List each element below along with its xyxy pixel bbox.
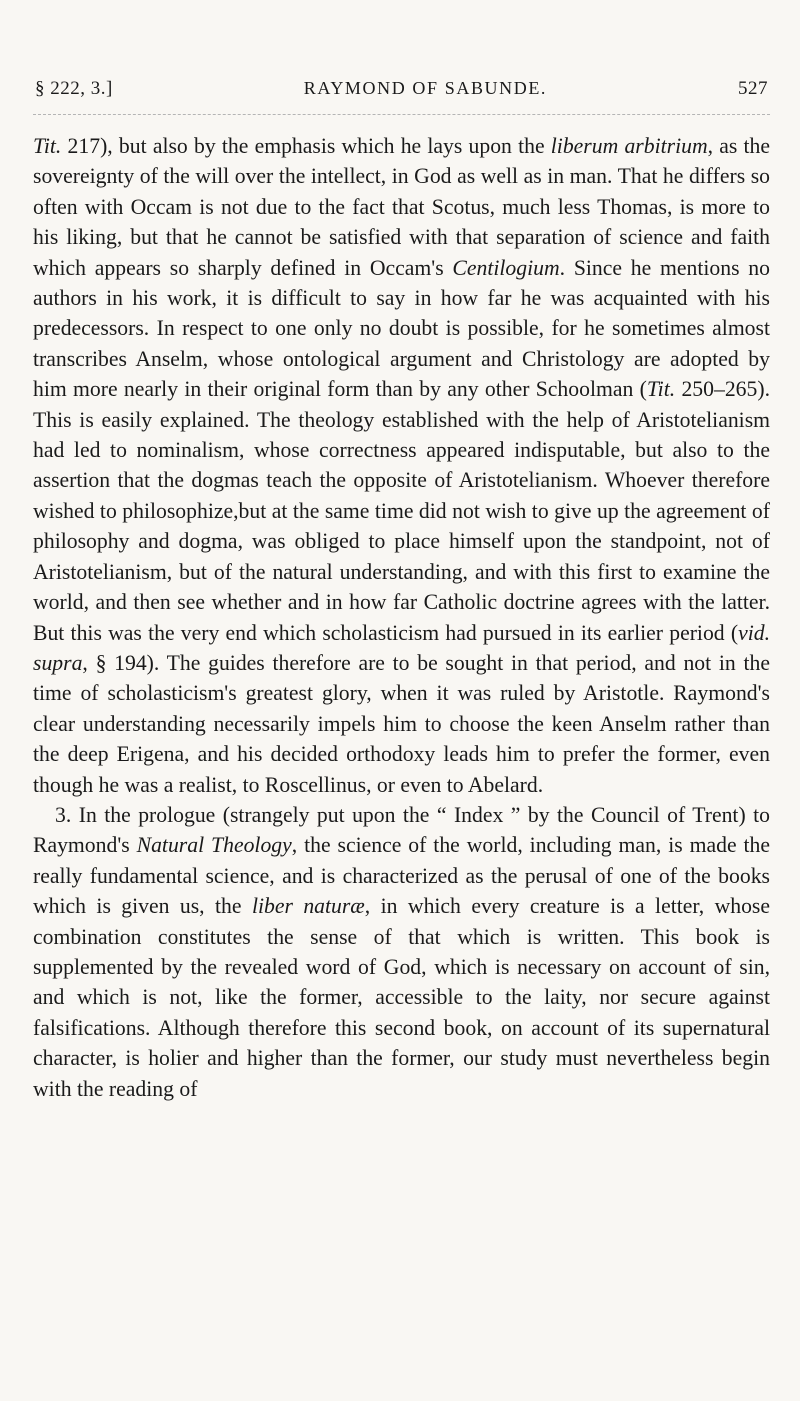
italic-text: liberum arbitrium — [550, 134, 708, 158]
text-run: , in which every creature is a letter, whose combination constitutes the sense of that which is written. This book is supplemented by the revealed word of God, which is necessary on account of sin, and which is not, like the former, accessible to the laity, nor secure against falsifications. Although therefore this second book, on account of its supernatural character, is holier and higher than the former, our study must nevertheless begin with the reading of — [33, 894, 770, 1101]
paragraph-section-3 — [33, 800, 770, 1104]
italic-text: vid. supra — [33, 620, 770, 675]
text-run: . Since he mentions no authors in his work, it is difficult to say in how far he was acquainted with his predecessors. In respect to one only no doubt is possible, for he sometimes almost transcribes Anselm, whose ontological argument and Christology are adopted by him more nearly in their original form than by any other Schoolman ( — [33, 255, 770, 402]
italic-text: Tit. — [646, 377, 676, 402]
italic-text: Centilogium — [452, 255, 560, 280]
header-rule — [33, 114, 770, 115]
paragraph-continuation — [33, 131, 770, 800]
body-text — [33, 131, 770, 1104]
text-run: 250–265). This is easily explained. The theology established with the help of Aristotelianism had led to nominalism, whose correctness appeared indisputable, but also to the assertion that the dogmas teach the opposite of Aristotelianism. Whoever therefore wished to philosophize,but at the same time did not wish to give up the agreement of philosophy and dogma, was obliged to place himself upon the standpoint, not of Aristotelianism, but of the natural understanding, and with this first to examine the world, and then see whether and in how far Catholic doctrine agrees with the latter. But this was the very end which scholasticism had pursued in its earlier period ( — [33, 377, 770, 645]
book-page — [33, 78, 770, 1104]
italic-text: Natural Theology — [136, 833, 292, 858]
text-run: 217), but also by the emphasis which he lays upon the — [61, 134, 551, 158]
text-run: , the science of the world, including man, is made the really fundamental science, and is characterized as the perusal of one of the books which is given us, the — [33, 833, 771, 919]
text-run: , § 194). The guides therefore are to be sought in that period, and not in the time of scholasticism's greatest glory, when it was ruled by Aristotle. Raymond's clear understanding necessarily impels him to choose the keen Anselm rather than the deep Erigena, and his decided orthodoxy leads him to prefer the former, even though he was a realist, to Roscellinus, or even to Abelard. — [33, 650, 770, 797]
section-reference: § 222, 3.] — [35, 78, 113, 99]
page-number: 527 — [737, 78, 768, 99]
italic-text: Tit. — [33, 134, 62, 158]
italic-text: liber naturæ — [251, 894, 365, 919]
text-run: 3. In the prologue (strangely put upon the “ Index ” by the Council of Trent) to Raymond's — [33, 802, 770, 858]
text-run: , as the sovereignty of the will over the intellect, in God as well as in man. That he differs so often with Occam is not due to the fact that Scotus, much less Thomas, is more to his liking, but that he cannot be satisfied with that separation of science and faith which appears so sharply defined in Occam's — [33, 134, 770, 280]
running-header — [33, 78, 770, 108]
running-title: RAYMOND OF SABUNDE. — [303, 78, 548, 98]
